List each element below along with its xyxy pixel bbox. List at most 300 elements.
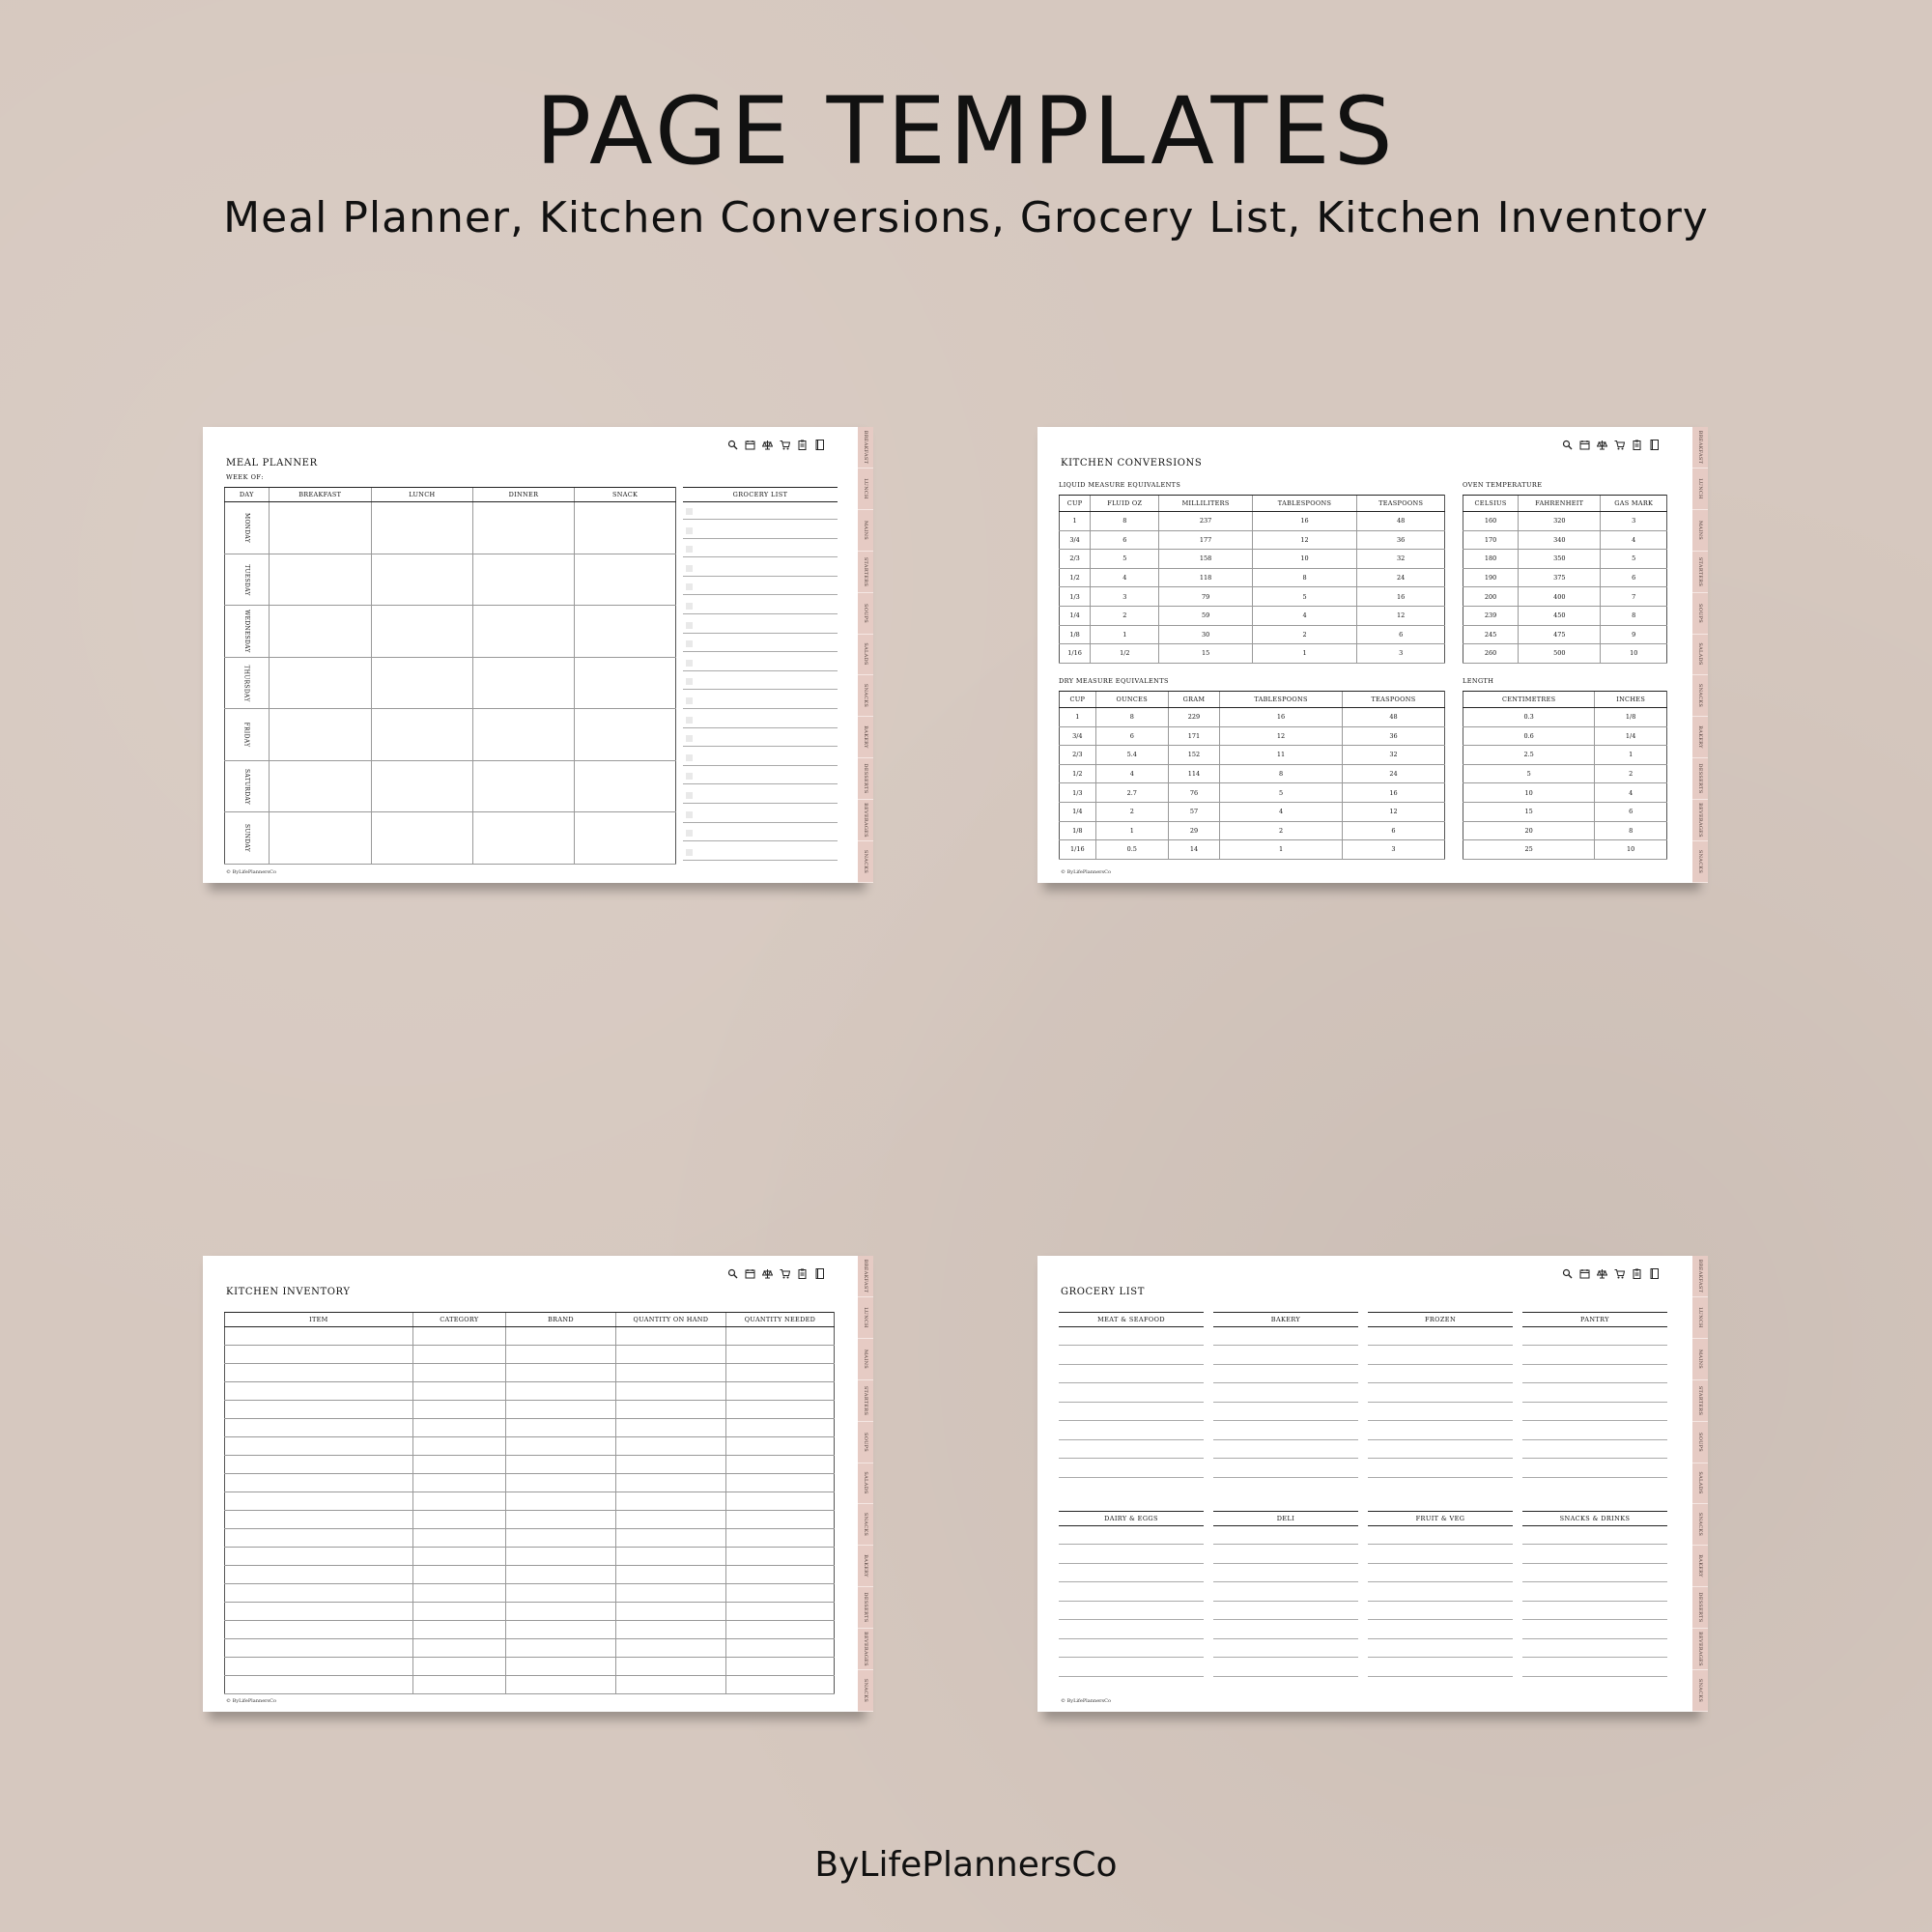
scale-icon[interactable] — [1597, 1264, 1607, 1275]
section-tab[interactable] — [858, 1256, 873, 1297]
inventory-cell[interactable] — [725, 1548, 834, 1566]
cart-icon[interactable] — [1614, 436, 1625, 446]
section-tab[interactable] — [858, 1380, 873, 1422]
grocery-line[interactable] — [683, 651, 838, 652]
inventory-cell[interactable] — [225, 1529, 413, 1548]
cart-icon[interactable] — [780, 436, 790, 446]
inventory-cell[interactable] — [412, 1492, 505, 1511]
grocery-checkbox[interactable] — [686, 792, 693, 799]
inventory-cell[interactable] — [506, 1603, 616, 1621]
grocery-line[interactable] — [1368, 1439, 1513, 1440]
grocery-line[interactable] — [683, 840, 838, 841]
section-tab[interactable] — [1692, 841, 1708, 883]
inventory-cell[interactable] — [412, 1419, 505, 1437]
section-tab[interactable] — [1692, 469, 1708, 510]
grocery-line[interactable] — [1213, 1601, 1358, 1602]
meal-cell[interactable] — [371, 502, 472, 554]
inventory-cell[interactable] — [412, 1639, 505, 1658]
section-tab[interactable] — [858, 675, 873, 717]
section-tab[interactable] — [858, 717, 873, 758]
inventory-cell[interactable] — [615, 1456, 725, 1474]
inventory-cell[interactable] — [506, 1584, 616, 1603]
inventory-cell[interactable] — [506, 1474, 616, 1492]
inventory-cell[interactable] — [615, 1529, 725, 1548]
inventory-cell[interactable] — [615, 1492, 725, 1511]
meal-cell[interactable] — [472, 709, 574, 761]
inventory-cell[interactable] — [412, 1529, 505, 1548]
grocery-line[interactable] — [1213, 1544, 1358, 1545]
grocery-checkbox[interactable] — [686, 849, 693, 856]
section-tab[interactable] — [1692, 1587, 1708, 1629]
grocery-line[interactable] — [683, 783, 838, 784]
grocery-line[interactable] — [683, 670, 838, 671]
section-tab[interactable] — [1692, 1629, 1708, 1670]
inventory-cell[interactable] — [725, 1621, 834, 1639]
section-tab[interactable] — [1692, 1546, 1708, 1587]
grocery-line[interactable] — [1213, 1420, 1358, 1421]
inventory-cell[interactable] — [506, 1548, 616, 1566]
clipboard-icon[interactable] — [797, 436, 808, 446]
grocery-line[interactable] — [1213, 1364, 1358, 1365]
search-icon[interactable] — [1562, 436, 1573, 446]
section-tab[interactable] — [858, 1463, 873, 1505]
grocery-line[interactable] — [1059, 1619, 1204, 1620]
grocery-line[interactable] — [683, 556, 838, 557]
inventory-cell[interactable] — [725, 1456, 834, 1474]
section-tab[interactable] — [1692, 635, 1708, 676]
inventory-cell[interactable] — [615, 1621, 725, 1639]
section-tab[interactable] — [858, 427, 873, 469]
meal-cell[interactable] — [472, 606, 574, 658]
grocery-line[interactable] — [1059, 1638, 1204, 1639]
inventory-cell[interactable] — [506, 1676, 616, 1694]
inventory-cell[interactable] — [725, 1437, 834, 1456]
inventory-cell[interactable] — [615, 1419, 725, 1437]
inventory-cell[interactable] — [225, 1511, 413, 1529]
meal-cell[interactable] — [575, 657, 676, 709]
notebook-icon[interactable] — [814, 436, 825, 446]
section-tab[interactable] — [858, 1587, 873, 1629]
inventory-cell[interactable] — [615, 1639, 725, 1658]
section-tab[interactable] — [1692, 758, 1708, 800]
inventory-cell[interactable] — [225, 1603, 413, 1621]
cart-icon[interactable] — [780, 1264, 790, 1275]
section-tab[interactable] — [858, 1422, 873, 1463]
inventory-cell[interactable] — [225, 1474, 413, 1492]
meal-cell[interactable] — [472, 554, 574, 606]
grocery-checkbox[interactable] — [686, 583, 693, 590]
inventory-cell[interactable] — [615, 1548, 725, 1566]
inventory-cell[interactable] — [412, 1621, 505, 1639]
grocery-line[interactable] — [1522, 1619, 1667, 1620]
meal-cell[interactable] — [269, 502, 371, 554]
inventory-cell[interactable] — [225, 1327, 413, 1346]
inventory-cell[interactable] — [725, 1364, 834, 1382]
grocery-line[interactable] — [1059, 1563, 1204, 1564]
clipboard-icon[interactable] — [797, 1264, 808, 1275]
grocery-checkbox[interactable] — [686, 640, 693, 647]
grocery-line[interactable] — [1213, 1458, 1358, 1459]
inventory-cell[interactable] — [506, 1492, 616, 1511]
inventory-cell[interactable] — [615, 1382, 725, 1401]
grocery-line[interactable] — [1368, 1544, 1513, 1545]
grocery-line[interactable] — [1522, 1345, 1667, 1346]
meal-cell[interactable] — [575, 760, 676, 812]
section-tab[interactable] — [858, 1297, 873, 1339]
grocery-line[interactable] — [683, 860, 838, 861]
grocery-line[interactable] — [1059, 1439, 1204, 1440]
inventory-cell[interactable] — [725, 1419, 834, 1437]
grocery-line[interactable] — [1368, 1382, 1513, 1383]
inventory-cell[interactable] — [615, 1327, 725, 1346]
grocery-line[interactable] — [1213, 1402, 1358, 1403]
section-tab[interactable] — [858, 593, 873, 635]
inventory-cell[interactable] — [725, 1658, 834, 1676]
grocery-line[interactable] — [1059, 1382, 1204, 1383]
inventory-cell[interactable] — [725, 1401, 834, 1419]
grocery-line[interactable] — [1368, 1638, 1513, 1639]
inventory-cell[interactable] — [615, 1603, 725, 1621]
section-tab[interactable] — [858, 800, 873, 841]
notebook-icon[interactable] — [814, 1264, 825, 1275]
inventory-cell[interactable] — [225, 1382, 413, 1401]
grocery-line[interactable] — [1368, 1676, 1513, 1677]
section-tab[interactable] — [1692, 1504, 1708, 1546]
inventory-cell[interactable] — [225, 1492, 413, 1511]
section-tab[interactable] — [1692, 1463, 1708, 1505]
grocery-line[interactable] — [683, 708, 838, 709]
inventory-cell[interactable] — [725, 1584, 834, 1603]
inventory-cell[interactable] — [506, 1364, 616, 1382]
inventory-cell[interactable] — [615, 1511, 725, 1529]
inventory-cell[interactable] — [412, 1364, 505, 1382]
section-tab[interactable] — [858, 1504, 873, 1546]
inventory-cell[interactable] — [725, 1346, 834, 1364]
grocery-checkbox[interactable] — [686, 546, 693, 553]
grocery-line[interactable] — [1522, 1458, 1667, 1459]
inventory-cell[interactable] — [412, 1456, 505, 1474]
grocery-line[interactable] — [683, 576, 838, 577]
meal-cell[interactable] — [371, 606, 472, 658]
search-icon[interactable] — [1562, 1264, 1573, 1275]
section-tab[interactable] — [858, 841, 873, 883]
grocery-line[interactable] — [1522, 1581, 1667, 1582]
inventory-cell[interactable] — [225, 1548, 413, 1566]
inventory-cell[interactable] — [506, 1511, 616, 1529]
inventory-cell[interactable] — [615, 1474, 725, 1492]
section-tab[interactable] — [858, 1629, 873, 1670]
grocery-line[interactable] — [1522, 1601, 1667, 1602]
grocery-line[interactable] — [683, 803, 838, 804]
grocery-line[interactable] — [1213, 1477, 1358, 1478]
inventory-cell[interactable] — [506, 1621, 616, 1639]
grocery-line[interactable] — [1213, 1657, 1358, 1658]
grocery-checkbox[interactable] — [686, 678, 693, 685]
section-tab[interactable] — [1692, 552, 1708, 593]
grocery-line[interactable] — [1059, 1477, 1204, 1478]
meal-cell[interactable] — [371, 554, 472, 606]
scale-icon[interactable] — [1597, 436, 1607, 446]
inventory-cell[interactable] — [615, 1584, 725, 1603]
inventory-cell[interactable] — [225, 1419, 413, 1437]
grocery-line[interactable] — [1213, 1563, 1358, 1564]
grocery-line[interactable] — [1059, 1601, 1204, 1602]
search-icon[interactable] — [727, 1264, 738, 1275]
grocery-line[interactable] — [1213, 1382, 1358, 1383]
grocery-checkbox[interactable] — [686, 697, 693, 704]
table-cell: 6 — [1091, 530, 1159, 550]
calendar-icon[interactable] — [1579, 1264, 1590, 1275]
grocery-line[interactable] — [1368, 1420, 1513, 1421]
section-tab[interactable] — [1692, 1380, 1708, 1422]
inventory-cell[interactable] — [225, 1566, 413, 1584]
inventory-cell[interactable] — [615, 1658, 725, 1676]
meal-cell[interactable] — [371, 812, 472, 865]
grocery-line[interactable] — [1059, 1544, 1204, 1545]
inventory-cell[interactable] — [725, 1511, 834, 1529]
meal-cell[interactable] — [269, 812, 371, 865]
grocery-line[interactable] — [1059, 1458, 1204, 1459]
grocery-line[interactable] — [1213, 1345, 1358, 1346]
inventory-cell[interactable] — [412, 1401, 505, 1419]
inventory-cell[interactable] — [412, 1548, 505, 1566]
section-tab[interactable] — [858, 758, 873, 800]
inventory-cell[interactable] — [225, 1584, 413, 1603]
inventory-cell[interactable] — [506, 1437, 616, 1456]
section-tab[interactable] — [1692, 593, 1708, 635]
calendar-icon[interactable] — [1579, 436, 1590, 446]
inventory-cell[interactable] — [225, 1676, 413, 1694]
section-tab[interactable] — [1692, 1670, 1708, 1712]
meal-cell[interactable] — [575, 709, 676, 761]
grocery-line[interactable] — [1213, 1638, 1358, 1639]
section-tab[interactable] — [1692, 675, 1708, 717]
grocery-line[interactable] — [683, 519, 838, 520]
meal-cell[interactable] — [269, 760, 371, 812]
grocery-line[interactable] — [1368, 1364, 1513, 1365]
inventory-cell[interactable] — [725, 1474, 834, 1492]
table-cell: 180 — [1463, 550, 1519, 569]
inventory-cell[interactable] — [506, 1401, 616, 1419]
grocery-line[interactable] — [1059, 1676, 1204, 1677]
inventory-cell[interactable] — [725, 1382, 834, 1401]
inventory-cell[interactable] — [506, 1639, 616, 1658]
grocery-line[interactable] — [1522, 1364, 1667, 1365]
meal-cell[interactable] — [269, 606, 371, 658]
inventory-cell[interactable] — [506, 1566, 616, 1584]
meal-cell[interactable] — [371, 760, 472, 812]
inventory-cell[interactable] — [615, 1566, 725, 1584]
section-tab[interactable] — [1692, 1339, 1708, 1380]
clipboard-icon[interactable] — [1632, 1264, 1642, 1275]
inventory-cell[interactable] — [412, 1658, 505, 1676]
grocery-line[interactable] — [1368, 1563, 1513, 1564]
inventory-cell[interactable] — [225, 1456, 413, 1474]
inventory-cell[interactable] — [412, 1382, 505, 1401]
grocery-line[interactable] — [683, 613, 838, 614]
inventory-cell[interactable] — [506, 1382, 616, 1401]
inventory-cell[interactable] — [412, 1437, 505, 1456]
clipboard-icon[interactable] — [1632, 436, 1642, 446]
meal-cell[interactable] — [575, 812, 676, 865]
grocery-line[interactable] — [1368, 1601, 1513, 1602]
inventory-cell[interactable] — [725, 1566, 834, 1584]
grocery-line[interactable] — [1522, 1402, 1667, 1403]
grocery-checkbox[interactable] — [686, 830, 693, 837]
grocery-line[interactable] — [1368, 1619, 1513, 1620]
section-tab[interactable] — [1692, 717, 1708, 758]
grocery-line[interactable] — [1059, 1402, 1204, 1403]
calendar-icon[interactable] — [745, 436, 755, 446]
grocery-line[interactable] — [683, 689, 838, 690]
section-tab[interactable] — [1692, 800, 1708, 841]
section-tab[interactable] — [1692, 510, 1708, 552]
grocery-line[interactable] — [683, 727, 838, 728]
grocery-line[interactable] — [1368, 1402, 1513, 1403]
grocery-line[interactable] — [1522, 1676, 1667, 1677]
inventory-cell[interactable] — [615, 1437, 725, 1456]
grocery-line[interactable] — [683, 594, 838, 595]
grocery-line[interactable] — [1368, 1657, 1513, 1658]
section-tab[interactable] — [858, 552, 873, 593]
inventory-cell[interactable] — [506, 1346, 616, 1364]
inventory-cell[interactable] — [225, 1346, 413, 1364]
inventory-cell[interactable] — [725, 1529, 834, 1548]
grocery-line[interactable] — [1059, 1420, 1204, 1421]
calendar-icon[interactable] — [745, 1264, 755, 1275]
inventory-cell[interactable] — [225, 1364, 413, 1382]
grocery-line[interactable] — [683, 822, 838, 823]
meal-cell[interactable] — [269, 709, 371, 761]
meal-cell[interactable] — [371, 657, 472, 709]
inventory-cell[interactable] — [725, 1603, 834, 1621]
grocery-checkbox[interactable] — [686, 717, 693, 724]
inventory-cell[interactable] — [725, 1639, 834, 1658]
grocery-line[interactable] — [1522, 1439, 1667, 1440]
grocery-line[interactable] — [1368, 1477, 1513, 1478]
grocery-line[interactable] — [1522, 1382, 1667, 1383]
grocery-line[interactable] — [1059, 1657, 1204, 1658]
meal-cell[interactable] — [371, 709, 472, 761]
scale-icon[interactable] — [762, 1264, 773, 1275]
section-tab[interactable] — [858, 469, 873, 510]
grocery-checkbox[interactable] — [686, 527, 693, 534]
grocery-checkbox[interactable] — [686, 622, 693, 629]
grocery-line[interactable] — [1059, 1364, 1204, 1365]
inventory-cell[interactable] — [412, 1566, 505, 1584]
inventory-cell[interactable] — [412, 1603, 505, 1621]
grocery-line[interactable] — [1368, 1345, 1513, 1346]
inventory-cell[interactable] — [225, 1401, 413, 1419]
inventory-cell[interactable] — [506, 1419, 616, 1437]
inventory-cell[interactable] — [225, 1639, 413, 1658]
meal-cell[interactable] — [575, 554, 676, 606]
meal-cell[interactable] — [575, 606, 676, 658]
grocery-line[interactable] — [1213, 1676, 1358, 1677]
grocery-line[interactable] — [1522, 1638, 1667, 1639]
inventory-cell[interactable] — [725, 1676, 834, 1694]
inventory-cell[interactable] — [225, 1658, 413, 1676]
grocery-line[interactable] — [683, 746, 838, 747]
grocery-checkbox[interactable] — [686, 811, 693, 818]
cart-icon[interactable] — [1614, 1264, 1625, 1275]
grocery-line[interactable] — [1522, 1420, 1667, 1421]
inventory-cell[interactable] — [412, 1327, 505, 1346]
meal-cell[interactable] — [472, 812, 574, 865]
grocery-line[interactable] — [683, 538, 838, 539]
section-tab[interactable] — [1692, 427, 1708, 469]
inventory-cell[interactable] — [725, 1327, 834, 1346]
grocery-line[interactable] — [1213, 1619, 1358, 1620]
inventory-cell[interactable] — [412, 1676, 505, 1694]
inventory-cell[interactable] — [615, 1346, 725, 1364]
inventory-cell[interactable] — [412, 1346, 505, 1364]
grocery-checkbox[interactable] — [686, 508, 693, 515]
search-icon[interactable] — [727, 436, 738, 446]
section-tab[interactable] — [858, 1339, 873, 1380]
inventory-cell[interactable] — [506, 1529, 616, 1548]
grocery-line[interactable] — [1368, 1458, 1513, 1459]
inventory-cell[interactable] — [615, 1676, 725, 1694]
grocery-checkbox[interactable] — [686, 773, 693, 780]
inventory-cell[interactable] — [412, 1511, 505, 1529]
grocery-line[interactable] — [1368, 1581, 1513, 1582]
notebook-icon[interactable] — [1649, 436, 1660, 446]
section-tab[interactable] — [1692, 1297, 1708, 1339]
grocery-line[interactable] — [1522, 1657, 1667, 1658]
grocery-line[interactable] — [683, 765, 838, 766]
grocery-line[interactable] — [1213, 1581, 1358, 1582]
inventory-cell[interactable] — [615, 1401, 725, 1419]
grocery-checkbox[interactable] — [686, 660, 693, 667]
inventory-cell[interactable] — [225, 1621, 413, 1639]
notebook-icon[interactable] — [1649, 1264, 1660, 1275]
inventory-cell[interactable] — [412, 1474, 505, 1492]
inventory-cell[interactable] — [506, 1658, 616, 1676]
inventory-cell[interactable] — [615, 1364, 725, 1382]
section-tab[interactable] — [1692, 1422, 1708, 1463]
grocery-line[interactable] — [1059, 1581, 1204, 1582]
inventory-cell[interactable] — [412, 1584, 505, 1603]
inventory-cell[interactable] — [506, 1456, 616, 1474]
grocery-line[interactable] — [683, 633, 838, 634]
grocery-checkbox[interactable] — [686, 735, 693, 742]
section-tab[interactable] — [858, 1546, 873, 1587]
grocery-checkbox[interactable] — [686, 603, 693, 610]
grocery-line[interactable] — [1213, 1439, 1358, 1440]
section-tab[interactable] — [858, 510, 873, 552]
grocery-checkbox[interactable] — [686, 565, 693, 572]
scale-icon[interactable] — [762, 436, 773, 446]
inventory-cell[interactable] — [225, 1437, 413, 1456]
grocery-line[interactable] — [1059, 1345, 1204, 1346]
section-tab[interactable] — [858, 635, 873, 676]
section-tab[interactable] — [858, 1670, 873, 1712]
meal-cell[interactable] — [472, 657, 574, 709]
meal-cell[interactable] — [575, 502, 676, 554]
grocery-line[interactable] — [1522, 1477, 1667, 1478]
grocery-checkbox[interactable] — [686, 754, 693, 761]
inventory-cell[interactable] — [506, 1327, 616, 1346]
meal-cell[interactable] — [269, 554, 371, 606]
meal-cell[interactable] — [269, 657, 371, 709]
meal-cell[interactable] — [472, 502, 574, 554]
meal-cell[interactable] — [472, 760, 574, 812]
section-tab[interactable] — [1692, 1256, 1708, 1297]
grocery-line[interactable] — [1522, 1563, 1667, 1564]
inventory-cell[interactable] — [725, 1492, 834, 1511]
grocery-line[interactable] — [1522, 1544, 1667, 1545]
